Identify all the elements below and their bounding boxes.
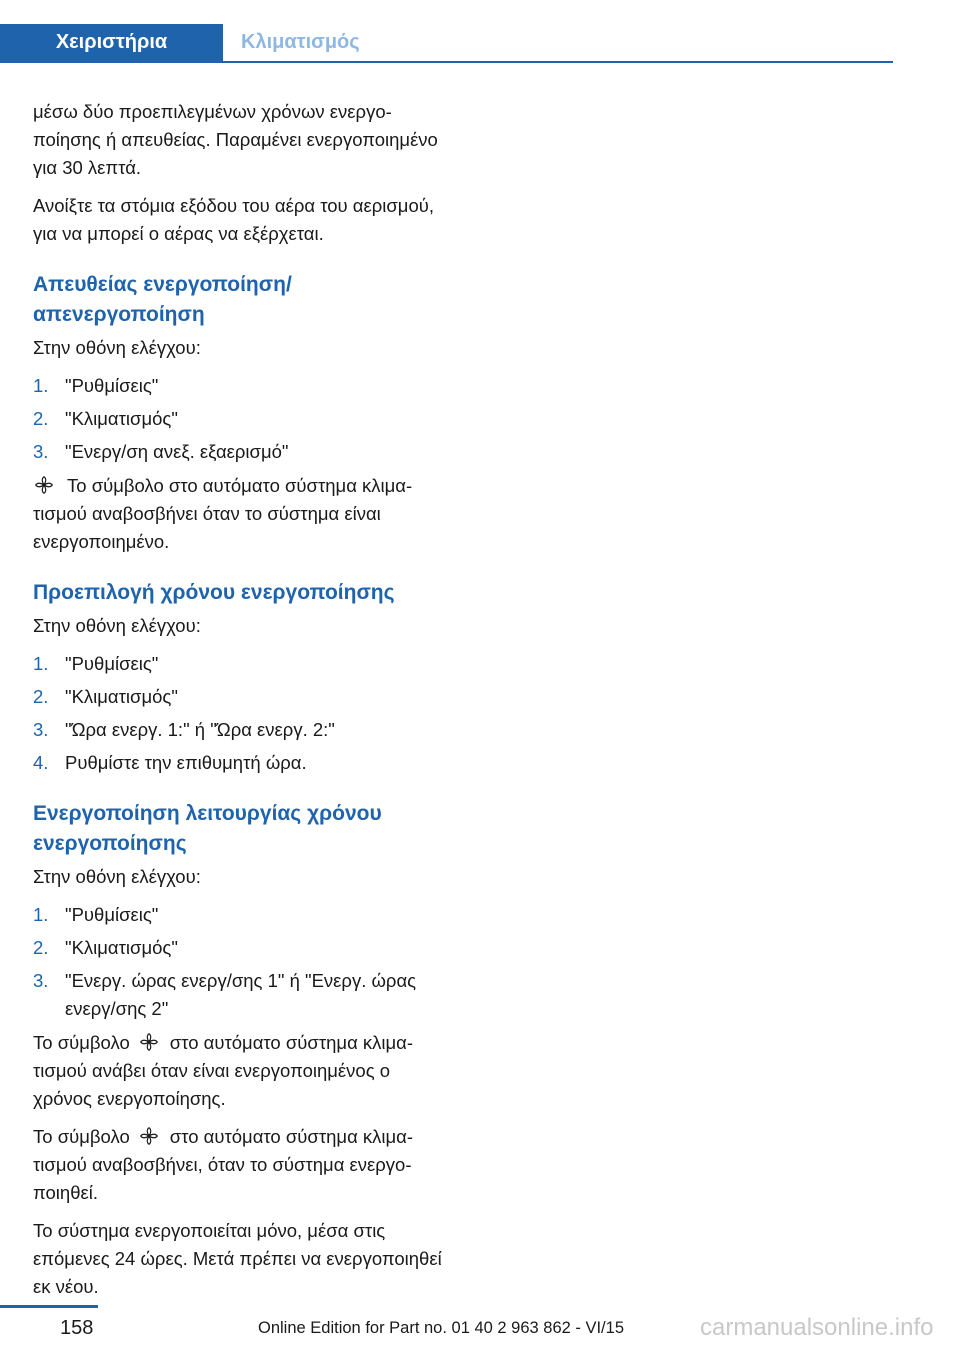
step-text: "Ώρα ενεργ. 1:" ή "Ώρα ενεργ. 2:" bbox=[65, 719, 335, 740]
list-item bbox=[33, 901, 447, 929]
step-number: 3. bbox=[33, 719, 49, 740]
section1-lead: Στην οθόνη ελέγχου: bbox=[33, 337, 201, 358]
step-text: "Κλιματισμός" bbox=[65, 408, 178, 429]
section2-lead: Στην οθόνη ελέγχου: bbox=[33, 615, 201, 636]
step-text: "Ρυθμίσεις" bbox=[65, 653, 159, 674]
section2-steps bbox=[33, 650, 447, 777]
step-number: 2. bbox=[33, 686, 49, 707]
intro-paragraph-1: μέσω δύο προεπιλεγμένων χρόνων ενεργοποίησης ή απευθείας. Παραμένει ενεργοποιημένο για 30 λεπτά. bbox=[33, 101, 438, 178]
section1-note-text: Το σύμβολο στο αυτόματο σύστημα κλιματισμού αναβοσβήνει όταν το σύστημα είναι ενεργοποιημένο. bbox=[33, 475, 413, 552]
fan-icon bbox=[33, 474, 55, 496]
section1-note bbox=[33, 472, 447, 556]
step-text: "Κλιματισμός" bbox=[65, 686, 178, 707]
main-content bbox=[33, 98, 447, 1311]
step-number: 1. bbox=[33, 653, 49, 674]
list-item bbox=[33, 405, 447, 433]
list-item bbox=[33, 683, 447, 711]
text-before-icon: Το σύμβολο bbox=[33, 1126, 130, 1147]
section3-steps bbox=[33, 901, 447, 1023]
section3-paragraph-2 bbox=[33, 1123, 447, 1207]
edition-text: Online Edition for Part no. 01 40 2 963 862 - VI/15 bbox=[258, 1319, 624, 1337]
section-heading-activate-timer: Ενεργοποίηση λειτουργίας χρόνου ενεργοποίησης bbox=[33, 802, 382, 855]
watermark: carmanualsonline.info bbox=[700, 1314, 934, 1341]
step-number: 4. bbox=[33, 752, 49, 773]
section3-paragraph-1 bbox=[33, 1029, 447, 1113]
header-bar bbox=[0, 24, 893, 63]
step-text: "Ρυθμίσεις" bbox=[65, 375, 159, 396]
list-item bbox=[33, 650, 447, 678]
list-item bbox=[33, 967, 447, 1023]
step-text: "Κλιματισμός" bbox=[65, 937, 178, 958]
step-text: "Ενεργ/ση ανεξ. εξαερισμό" bbox=[65, 441, 289, 462]
list-item bbox=[33, 716, 447, 744]
step-number: 1. bbox=[33, 375, 49, 396]
list-item bbox=[33, 438, 447, 466]
page-number: 158 bbox=[60, 1317, 94, 1339]
section3-paragraph-3: Το σύστημα ενεργοποιείται μόνο, μέσα στις επόμενες 24 ώρες. Μετά πρέπει να ενεργοποιηθεί εκ νέου. bbox=[33, 1220, 442, 1297]
text-before-icon: Το σύμβολο bbox=[33, 1032, 130, 1053]
tab-controls[interactable]: Χειριστήρια bbox=[0, 24, 223, 61]
text-after-icon: στο αυτόματο σύστημα κλιματισμού ανάβει όταν είναι ενεργοποιημένος ο χρόνος ενεργοποίησης. bbox=[33, 1032, 414, 1109]
section-heading-direct-activation: Απευθείας ενεργοποίηση/απενεργοποίηση bbox=[33, 273, 292, 326]
list-item bbox=[33, 934, 447, 962]
step-number: 3. bbox=[33, 441, 49, 462]
list-item bbox=[33, 749, 447, 777]
step-text: "Ρυθμίσεις" bbox=[65, 904, 159, 925]
step-number: 2. bbox=[33, 937, 49, 958]
step-number: 1. bbox=[33, 904, 49, 925]
step-text: "Ενεργ. ώρας ενεργ/σης 1" ή "Ενεργ. ώρας ενεργ/σης 2" bbox=[65, 970, 417, 1019]
intro-paragraph-2: Ανοίξτε τα στόμια εξόδου του αέρα του αερισμού, για να μπορεί ο αέρας να εξέρχεται. bbox=[33, 195, 434, 244]
step-number: 2. bbox=[33, 408, 49, 429]
fan-icon bbox=[138, 1125, 160, 1147]
step-number: 3. bbox=[33, 970, 49, 991]
step-text: Ρυθμίστε την επιθυμητή ώρα. bbox=[65, 752, 307, 773]
tab-climate[interactable]: Κλιματισμός bbox=[241, 31, 360, 53]
section-heading-preselect-time: Προεπιλογή χρόνου ενεργοποίησης bbox=[33, 581, 395, 604]
text-after-icon: στο αυτόματο σύστημα κλιματισμού αναβοσβήνει, όταν το σύστημα ενεργοποιηθεί. bbox=[33, 1126, 414, 1203]
list-item bbox=[33, 372, 447, 400]
section1-steps bbox=[33, 372, 447, 466]
footer-rule bbox=[0, 1305, 98, 1308]
section3-lead: Στην οθόνη ελέγχου: bbox=[33, 866, 201, 887]
fan-icon bbox=[138, 1031, 160, 1053]
